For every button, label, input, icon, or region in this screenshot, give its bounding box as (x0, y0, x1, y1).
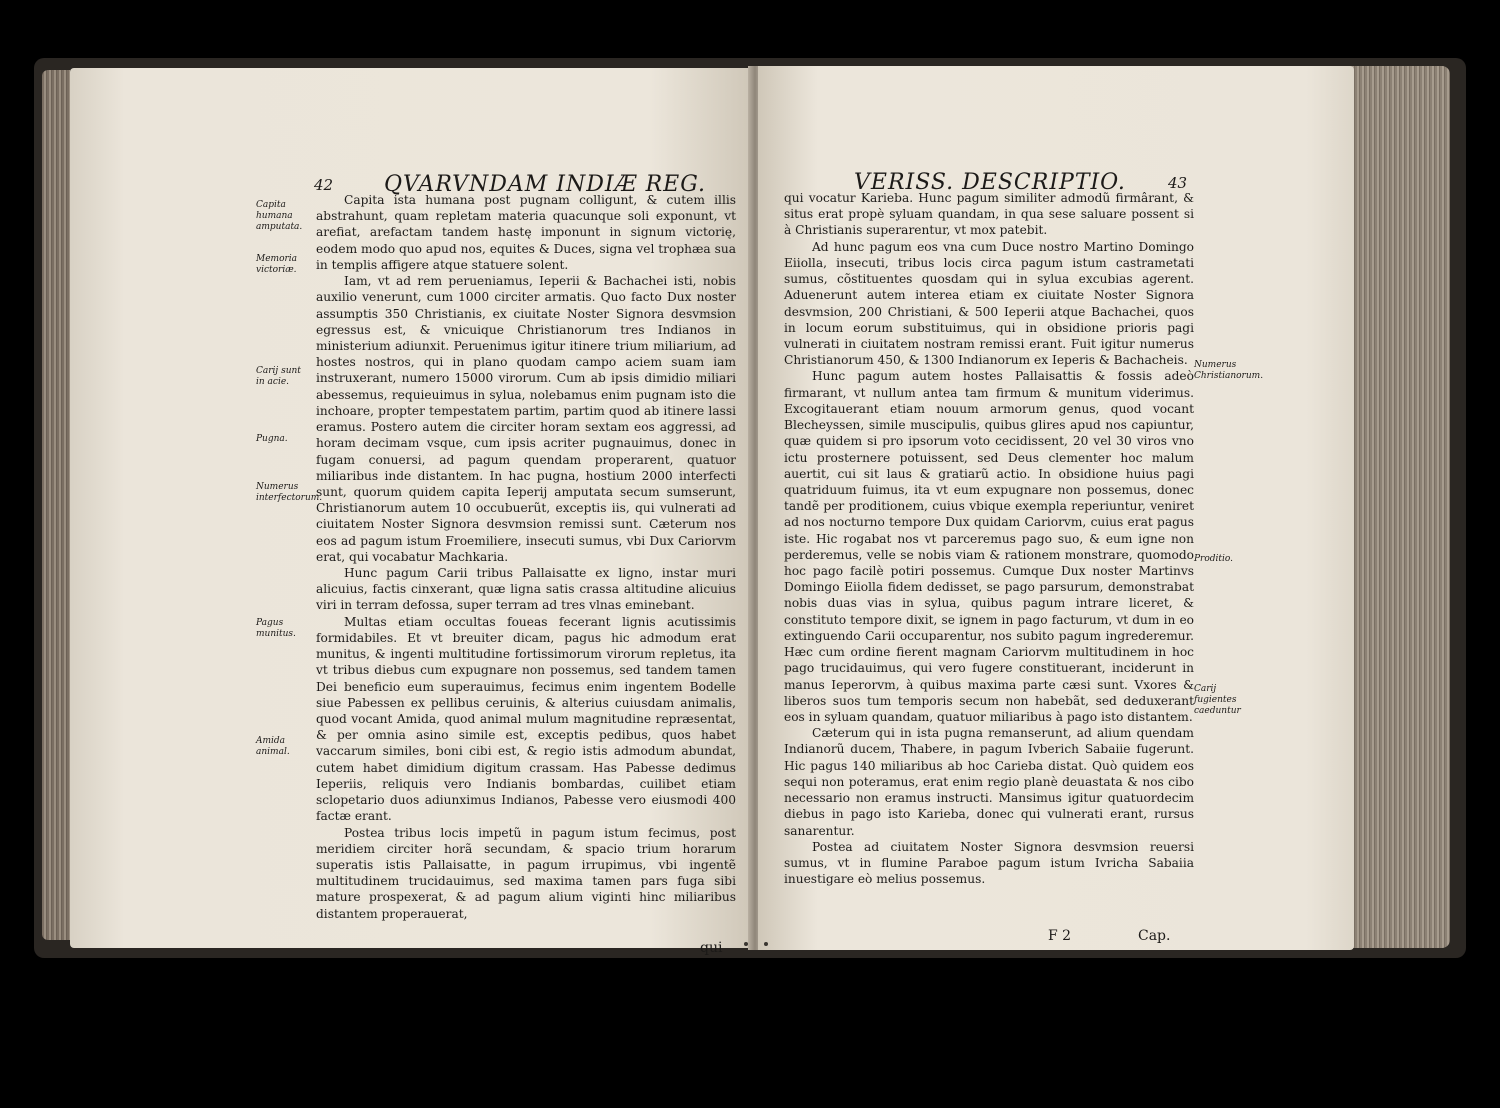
paragraph: Hunc pagum Carii tribus Pallaisatte ex ligno, instar muri alicuius, factis cinxerant, quæ ligna satis crassa altitudine alicuius viri in terram defossa, super terram ad tres vlnas eminebant. (316, 566, 736, 613)
page-edges-right (1350, 66, 1450, 948)
right-catchword: Cap. (1138, 928, 1171, 944)
paragraph: Hunc pagum autem hostes Pallaisattis & fossis adeò firmarant, vt nullum antea tam firmum & munitum viderimus. Excogitauerant etiam nouum armorum genus, quod vocant Blecheyssen, simile muscipulis, quibus glires apud nos capiuntur, quæ quidem si pro ipsorum voto cecidissent, 20 vel 30 viros vno ictu prosternere potuissent, sed Deus clementer hoc malum auertit, cui sit laus & gratiarũ actio. In obsidione huius pagi quatriduum fuimus, ita vt eum expugnare non possemus, donec tandẽ per proditionem, cuius vbique exempla reperiuntur, veniret ad nos nocturno tempore Dux quidam Cariorvm, cuius erat pagus iste. Hic rogabat nos vt parceremus pago suo, & eum igne non perderemus, velle se nobis viam & rationem monstrare, quomodo hoc pago facilè potiri possemus. Cumque Dux noster Martinvs Domingo Eiiolla fidem dedisset, se pago parsurum, demonstrabat nobis duas vias in sylua, quibus pagum intrare liceret, & constituto tempore dixit, se ignem in pago facturum, vt dum in eo extinguendo Carii occuparentur, nos subito pagum ingrederemur. Hæc cum ordine fierent magnam Cariorvm multitudinem in hoc pago trucidauimus, qui vero fugere constituerant, inciderunt in manus Ieperorvm, à quibus maxima parte cæsi sunt. Vxores & liberos suos tum temporis secum non habebãt, sed deduxerant eos in syluam quandam, quatuor miliaribus à pago isto distantem. (784, 369, 1194, 724)
margin-note: Proditio. (1194, 554, 1234, 564)
paragraph: Capita ista humana post pugnam colligunt, & cutem illis abstrahunt, quam repletam materia quacunque soli exponunt, vt arefiat, arefactam tandem hastę imponunt in signum victorię, eodem modo quo apud nos, equites & Duces, signa vel trophæa sua in templis affigere atque statuere solent. (316, 193, 736, 272)
paragraph: Ad hunc pagum eos vna cum Duce nostro Martino Domingo Eiiolla, insecuti, tribus locis circa pagum istum castrametati sumus, cõstituentes quosdam qui in sylua excubias agerent. Aduenerunt autem interea etiam ex ciuitate Noster Signora desvmsion, 200 Christiani, & 500 Ieperii atque Bachachei, quos in locum eorum substituimus, qui in obsidione prioris pagi vulnerati in ciuitatem nostram remissi erant. Fuit igitur numerus Christianorum 450, & 1300 Indianorum ex Ieperis & Bachacheis. (784, 239, 1194, 368)
paragraph: Postea ad ciuitatem Noster Signora desvmsion reuersi sumus, vt in flumine Paraboe pagum istum Ivricha Sabaiia inuestigare eò melius possemus. (784, 839, 1194, 887)
margin-note: Numerus Christianorum. (1194, 360, 1264, 381)
left-page-number: 42 (314, 176, 334, 194)
paragraph: Multas etiam occultas foueas fecerant lignis acutissimis formidabiles. Et vt breuiter dicam, pagus hic admodum erat munitus, & ingenti multitudine fortissimorum virorum repletus, ita vt tribus diebus cum expugnare non possemus, sed tandem tamen Dei beneficio eum superauimus, fecimus enim ingentem Bodelle siue Pabessen ex pellibus ceruinis, & alterius cuiusdam animalis, quod vocant Amida, quod animal mulum magnitudine repræsentat, & per omnia asino simile est, exceptis pedibus, quos habet vaccarum similes, boni cibi est, & regio istis admodum abundat, cutem habet dimidium digitum crassam. Has Pabesse dedimus Ieperiis, reliquis vero Indianis bombardas, cuilibet etiam sclopetario duos adiunximus Indianos, Pabesse vero eiusmodi 400 factæ erant. (316, 614, 736, 824)
page-edges-left (42, 70, 70, 940)
margin-note: Carij fugientes caeduntur (1194, 684, 1241, 716)
right-body-text (784, 190, 1194, 887)
left-page (70, 68, 752, 956)
margin-note: Amida animal. (256, 736, 290, 757)
left-body-text (316, 192, 736, 922)
margin-note: Pagus munitus. (256, 618, 296, 639)
paragraph: Postea tribus locis impetũ in pagum istum fecimus, post meridiem circiter horã secundam, & spacio trium horarum superatis istis Pallaisatte, in pagum irrupimus, vbi ingentẽ multitudinem trucidauimus, sed maxima tamen pars fuga sibi mature prospexerat, & ad pagum alium viginti hinc miliaribus distantem properauerat, (316, 825, 736, 921)
margin-note: Carij sunt in acie. (256, 366, 301, 387)
margin-note: Numerus interfectorum. (256, 482, 323, 503)
right-page-number: 43 (1168, 174, 1188, 192)
signature-mark: F 2 (1048, 928, 1072, 944)
margin-note: Pugna. (256, 434, 288, 444)
margin-note: Capita humana amputata. (256, 200, 303, 232)
margin-note: Memoria victoriæ. (256, 254, 298, 275)
right-page (758, 66, 1354, 950)
page-mark (764, 942, 768, 946)
right-running-head: VERISS. DESCRIPTIO. (854, 170, 1126, 195)
paragraph: qui vocatur Karieba. Hunc pagum similiter admodũ firmârant, & situs erat propè syluam quandam, in qua sese saluare possent si à Christianis superarentur, vt mox patebit. (784, 191, 1194, 238)
paragraph: Iam, vt ad rem perueniamus, Ieperii & Bachachei isti, nobis auxilio venerunt, cum 1000 circiter armatis. Quo facto Dux noster assumptis 350 Christianis, ex ciuitate Noster Signora desvmsion egressus est, & vnicuique Christianorum tres Indianos in ministerium adiunxit. Peruenimus igitur itinere trium miliarium, ad hostes nostros, qui in plano quodam campo aciem suam iam instruxerant, numero 15000 virorum. Cum ab ipsis dimidio miliari abessemus, requieuimus in sylua, nolebamus enim pugnam isto die inchoare, propter tempestatem partim, partim quod ab itinere lassi eramus. Postero autem die circiter horam sextam eos aggressi, ad horam decimam vsque, cum ipsis acriter pugnauimus, donec in fugam conuersi, ad pagum quendam properarent, quatuor miliaribus inde distantem. In hac pugna, hostium 2000 interfecti sunt, quorum quidem capita Ieperij amputata secum sumserunt, Christianorum autem 10 occubuerũt, exceptis iis, qui vulnerati ad ciuitatem Noster Signora desvmsion remissi sunt. Cæterum nos eos ad pagum istum Froemiliere, insecuti sumus, vbi Dux Cariorvm erat, qui vocabatur Machkaria. (316, 274, 736, 564)
left-running-head: QVARVNDAM INDIÆ REG. (384, 172, 706, 197)
left-catchword: qui (700, 940, 723, 956)
paragraph: Cæterum qui in ista pugna remanserunt, ad alium quendam Indianorũ ducem, Thabere, in pagum Ivberich Sabaiie fugerunt. Hic pagus 140 miliaribus ab hoc Carieba distat. Quò quidem eos sequi non poteramus, erat enim regio planè deuastata & nos cibo necessario non eramus instructi. Mansimus igitur quatuordecim diebus in pago isto Karieba, donec qui vulnerati erant, rursus sanarentur. (784, 726, 1194, 838)
